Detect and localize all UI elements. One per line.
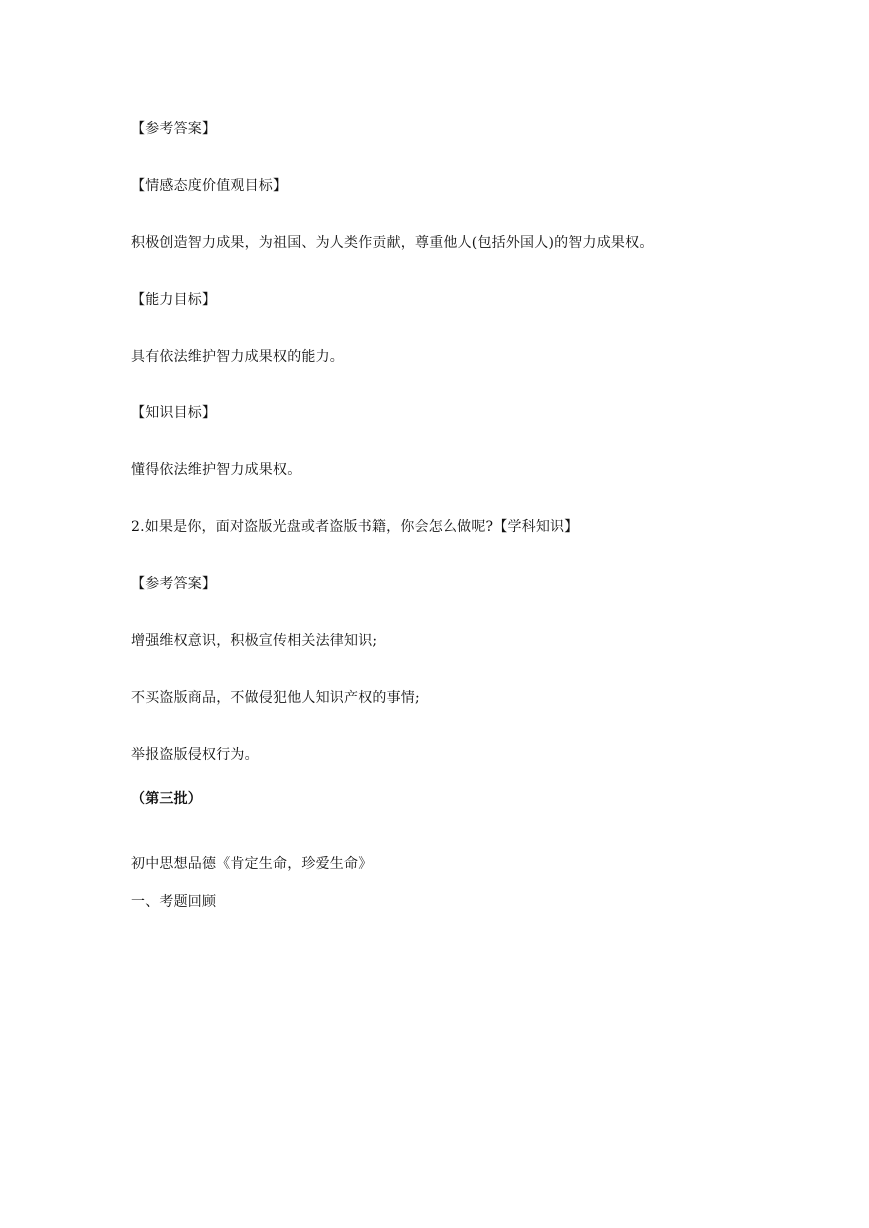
heading-reference-answer-2: 【参考答案】 bbox=[131, 576, 217, 592]
lesson-title: 初中思想品德《肯定生命，珍爱生命》 bbox=[131, 856, 373, 872]
answer-item-3: 举报盗版侵权行为。 bbox=[131, 747, 259, 763]
paragraph-ability-goal: 具有依法维护智力成果权的能力。 bbox=[131, 349, 344, 365]
heading-knowledge-goal: 【知识目标】 bbox=[131, 405, 217, 421]
paragraph-knowledge-goal: 懂得依法维护智力成果权。 bbox=[131, 462, 302, 478]
heading-reference-answer-1: 【参考答案】 bbox=[131, 121, 217, 137]
batch-label: （第三批） bbox=[131, 791, 202, 807]
heading-ability-goal: 【能力目标】 bbox=[131, 292, 217, 308]
question-2: 2.如果是你，面对盗版光盘或者盗版书籍，你会怎么做呢?【学科知识】 bbox=[131, 519, 579, 535]
paragraph-emotion-goal: 积极创造智力成果，为祖国、为人类作贡献，尊重他人(包括外国人)的智力成果权。 bbox=[131, 235, 654, 251]
answer-item-1: 增强维权意识，积极宣传相关法律知识; bbox=[131, 633, 378, 649]
section-heading-review: 一、考题回顾 bbox=[131, 894, 217, 910]
heading-emotion-goal: 【情感态度价值观目标】 bbox=[131, 178, 288, 194]
answer-item-2: 不买盗版商品，不做侵犯他人知识产权的事情; bbox=[131, 690, 420, 706]
